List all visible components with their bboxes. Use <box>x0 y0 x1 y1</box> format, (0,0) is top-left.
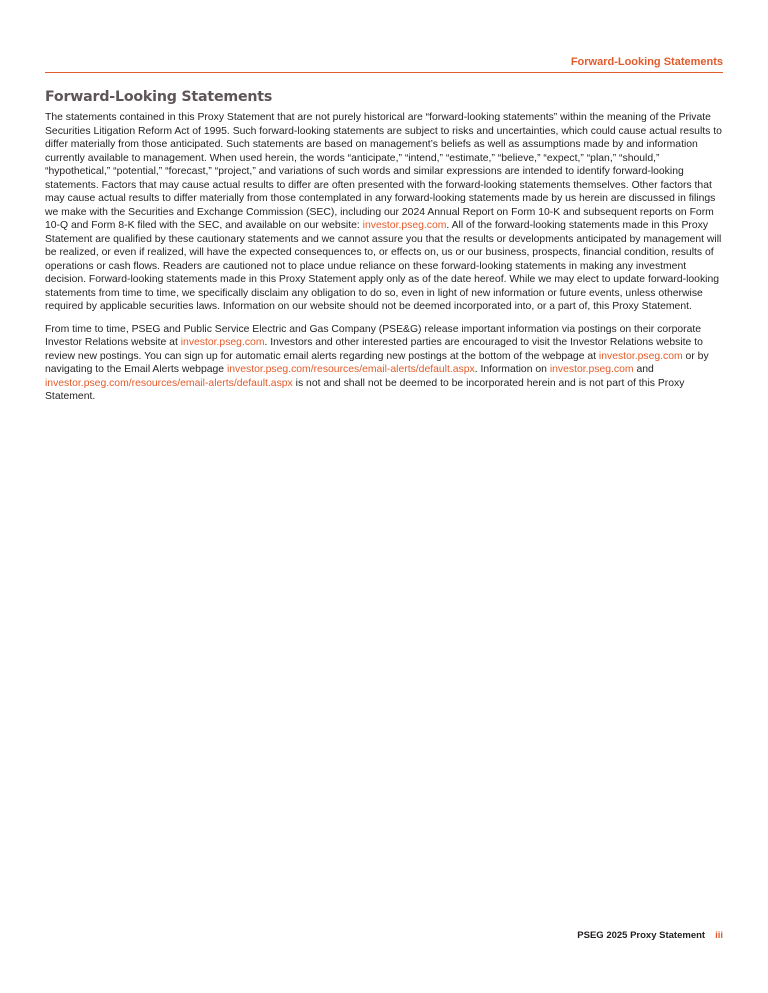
investor-website-link[interactable]: investor.pseg.com <box>180 337 265 348</box>
paragraph-text: and <box>633 364 654 375</box>
footer-document-title: PSEG 2025 Proxy Statement <box>577 930 706 941</box>
paragraph-text: is not and shall not be deemed to be incorporated herein and is not part of this Proxy Statement. <box>45 377 685 402</box>
page-number: iii <box>715 930 723 941</box>
paragraph-text: . Investors and other interested parties are encouraged to visit the Investor Relations website to review new postings. You can sign up for automatic email alerts regarding new postings at the bottom of the webpage at <box>45 337 703 362</box>
running-header-title: Forward-Looking Statements <box>570 56 723 68</box>
paragraph-text: or by navigating to the Email Alerts webpage <box>45 350 709 375</box>
email-alerts-link[interactable]: investor.pseg.com/resources/email-alerts/default.aspx <box>45 377 293 389</box>
paragraph-text: From time to time, PSEG and Public Service Electric and Gas Company (PSE&G) release important information via postings on their corporate Investor Relations website at <box>45 323 702 348</box>
paragraph-text: The statements contained in this Proxy Statement that are not purely historical are “forward-looking statements” within the meaning of the Private Securities Litigation Reform Act of 1995. Such forward-looking statements are subject to risks and uncertainties, which could cause actual results to differ materially from those anticipated. Such statements are based on management’s beliefs as well as assumptions made by and information currently available to management. When used herein, the words “anticipate,” “intend,” “estimate,” “believe,” “expect,” “plan,” “should,” “hypothetical,” “potential,” “forecast,” “project,” and variations of such words and similar expressions are intended to identify forward-looking statements. Factors that may cause actual results to differ are often presented with the forward-looking statements themselves. Other factors that may cause actual results to differ materially from those contemplated in any forward-looking statements made by us herein are discussed in filings we make with the Securities and Exchange Commission (SEC), including our 2024 Annual Report on Form 10-K and subsequent reports on Form 10-Q and Form 8-K filed with the SEC, and available on our website: <box>45 112 722 231</box>
investor-website-link[interactable]: investor.pseg.com <box>549 364 634 375</box>
page-footer <box>577 930 723 941</box>
investor-website-link[interactable]: investor.pseg.com <box>362 220 447 231</box>
paragraph-text: . Information on <box>474 364 550 375</box>
investor-website-link[interactable]: investor.pseg.com <box>598 350 683 362</box>
header-divider <box>45 72 723 73</box>
forward-looking-paragraph <box>45 111 723 314</box>
paragraph-text: . All of the forward-looking statements made in this Proxy Statement are qualified by these cautionary statements and we cannot assure you that the results or developments anticipated by management will be realized, or even if realized, will have the expected consequences to, or effects on, us or our business, prospects, financial condition, results of operations or cash flows. Readers are cautioned not to place undue reliance on these forward-looking statements in making any investment decision. Forward-looking statements made in this Proxy Statement apply only as of the date hereof. While we may elect to update forward-looking statements from time to time, we specifically disclaim any obligation to do so, even in light of new information or future events, unless otherwise required by applicable securities laws. Information on our website should not be deemed incorporated into, or a part of, this Proxy Statement. <box>45 220 722 312</box>
section-title: Forward-Looking Statements <box>45 89 273 105</box>
email-alerts-link[interactable]: investor.pseg.com/resources/email-alerts/default.aspx <box>226 364 475 375</box>
investor-relations-paragraph <box>45 323 723 404</box>
main-content <box>45 88 723 413</box>
